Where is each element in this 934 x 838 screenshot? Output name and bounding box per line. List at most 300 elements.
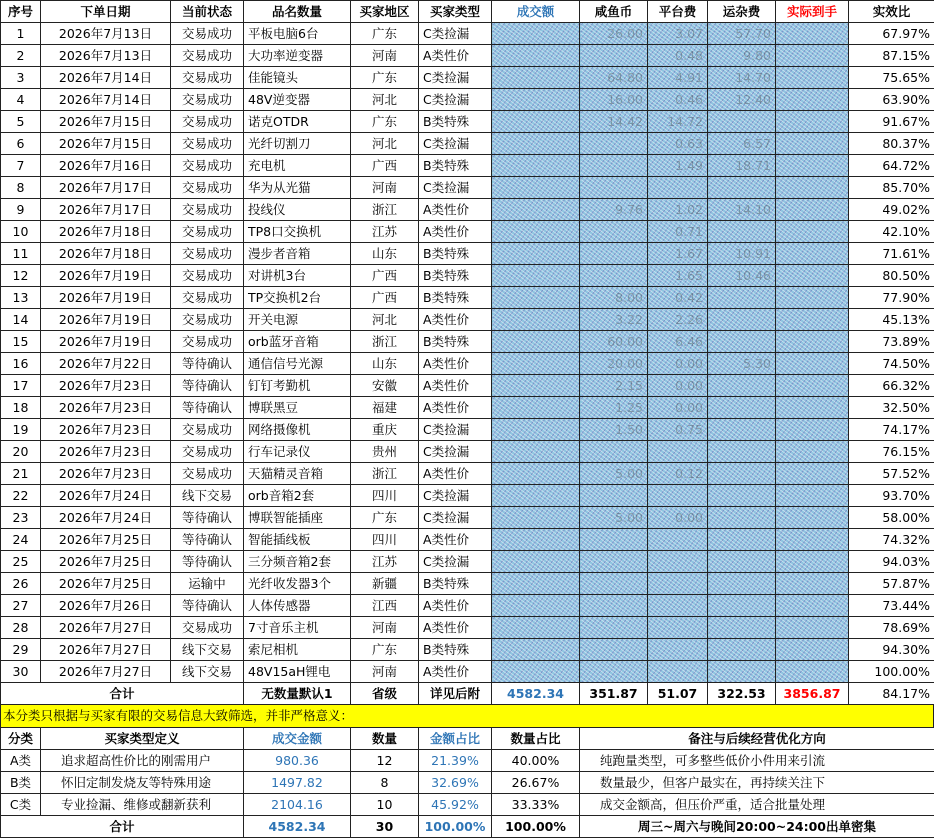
cell-region: 四川 bbox=[351, 485, 419, 507]
total-item-note: 无数量默认1 bbox=[244, 683, 351, 705]
cell-net bbox=[776, 639, 849, 661]
cell-date: 2026年7月17日 bbox=[41, 199, 171, 221]
cell-ship bbox=[708, 573, 776, 595]
cell-ratio: 64.72% bbox=[849, 155, 934, 177]
cell-date: 2026年7月19日 bbox=[41, 331, 171, 353]
cell-coin bbox=[580, 441, 648, 463]
cell-item: 佳能镜头 bbox=[244, 67, 351, 89]
cell-n: 10 bbox=[1, 221, 41, 243]
cell-item: 索尼相机 bbox=[244, 639, 351, 661]
summary-cell-def: 追求超高性价比的刚需用户 bbox=[41, 750, 244, 772]
col-header-ratio: 实效比 bbox=[849, 1, 934, 23]
cell-n: 26 bbox=[1, 573, 41, 595]
cell-amt bbox=[492, 551, 580, 573]
cell-ratio: 93.70% bbox=[849, 485, 934, 507]
cell-coin bbox=[580, 617, 648, 639]
cell-net bbox=[776, 89, 849, 111]
table-row bbox=[1, 463, 934, 485]
summary-cell-cls: C类 bbox=[1, 794, 41, 816]
col-header-fee: 平台费 bbox=[648, 1, 708, 23]
cell-ship: 10.46 bbox=[708, 265, 776, 287]
cell-status: 交易成功 bbox=[171, 111, 244, 133]
cell-ship bbox=[708, 287, 776, 309]
cell-coin bbox=[580, 45, 648, 67]
cell-amt bbox=[492, 507, 580, 529]
cell-fee bbox=[648, 177, 708, 199]
cell-region: 广东 bbox=[351, 23, 419, 45]
cell-status: 交易成功 bbox=[171, 177, 244, 199]
cell-ratio: 58.00% bbox=[849, 507, 934, 529]
cell-amt bbox=[492, 331, 580, 353]
cell-ratio: 57.87% bbox=[849, 573, 934, 595]
table-row bbox=[1, 155, 934, 177]
total-label: 合计 bbox=[1, 683, 244, 705]
cell-ratio: 78.69% bbox=[849, 617, 934, 639]
cell-amt bbox=[492, 309, 580, 331]
table-row bbox=[1, 177, 934, 199]
cell-n: 14 bbox=[1, 309, 41, 331]
col-header-status: 当前状态 bbox=[171, 1, 244, 23]
cell-n: 27 bbox=[1, 595, 41, 617]
cell-net bbox=[776, 573, 849, 595]
summary-total-label: 合计 bbox=[1, 816, 244, 838]
cell-amt bbox=[492, 441, 580, 463]
cell-date: 2026年7月15日 bbox=[41, 133, 171, 155]
cell-status: 交易成功 bbox=[171, 463, 244, 485]
cell-item: 48V逆变器 bbox=[244, 89, 351, 111]
cell-type: B类特殊 bbox=[419, 639, 492, 661]
cell-item: 通信信号光源 bbox=[244, 353, 351, 375]
cell-region: 四川 bbox=[351, 529, 419, 551]
summary-cell-amt: 1497.82 bbox=[244, 772, 351, 794]
cell-ship bbox=[708, 397, 776, 419]
col-header-type: 买家类型 bbox=[419, 1, 492, 23]
table-row bbox=[1, 199, 934, 221]
cell-status: 交易成功 bbox=[171, 133, 244, 155]
cell-status: 交易成功 bbox=[171, 199, 244, 221]
table-row bbox=[1, 111, 934, 133]
cell-net bbox=[776, 265, 849, 287]
cell-net bbox=[776, 67, 849, 89]
cell-coin: 60.00 bbox=[580, 331, 648, 353]
cell-status: 交易成功 bbox=[171, 23, 244, 45]
cell-region: 广东 bbox=[351, 67, 419, 89]
table-row bbox=[1, 265, 934, 287]
col-header-amount: 成交额 bbox=[492, 1, 580, 23]
cell-coin bbox=[580, 573, 648, 595]
cell-fee bbox=[648, 595, 708, 617]
cell-coin: 1.25 bbox=[580, 397, 648, 419]
cell-n: 11 bbox=[1, 243, 41, 265]
cell-ship bbox=[708, 331, 776, 353]
table-row bbox=[1, 331, 934, 353]
table-row bbox=[1, 507, 934, 529]
cell-net bbox=[776, 353, 849, 375]
cell-fee: 6.46 bbox=[648, 331, 708, 353]
cell-ship: 57.70 bbox=[708, 23, 776, 45]
summary-total-qty-pct: 100.00% bbox=[492, 816, 580, 838]
cell-amt bbox=[492, 375, 580, 397]
summary-body bbox=[1, 750, 934, 816]
cell-fee bbox=[648, 529, 708, 551]
summary-total-amount-pct: 100.00% bbox=[419, 816, 492, 838]
cell-ratio: 94.03% bbox=[849, 551, 934, 573]
cell-coin: 16.00 bbox=[580, 89, 648, 111]
cell-region: 广东 bbox=[351, 111, 419, 133]
cell-item: 7寸音乐主机 bbox=[244, 617, 351, 639]
cell-region: 河北 bbox=[351, 89, 419, 111]
cell-ship: 6.57 bbox=[708, 133, 776, 155]
cell-amt bbox=[492, 397, 580, 419]
cell-type: B类特殊 bbox=[419, 111, 492, 133]
cell-ratio: 74.32% bbox=[849, 529, 934, 551]
cell-amt bbox=[492, 199, 580, 221]
cell-fee bbox=[648, 617, 708, 639]
cell-fee bbox=[648, 485, 708, 507]
cell-coin: 5.00 bbox=[580, 507, 648, 529]
cell-fee: 1.49 bbox=[648, 155, 708, 177]
summary-cell-amt: 980.36 bbox=[244, 750, 351, 772]
table-row bbox=[1, 397, 934, 419]
col-header-region: 买家地区 bbox=[351, 1, 419, 23]
cell-ship bbox=[708, 111, 776, 133]
cell-net bbox=[776, 221, 849, 243]
summary-cell-amtpct: 45.92% bbox=[419, 794, 492, 816]
cell-type: B类特殊 bbox=[419, 265, 492, 287]
cell-date: 2026年7月19日 bbox=[41, 287, 171, 309]
cell-status: 线下交易 bbox=[171, 485, 244, 507]
cell-ratio: 73.44% bbox=[849, 595, 934, 617]
cell-item: TP交换机2台 bbox=[244, 287, 351, 309]
cell-ship: 9.80 bbox=[708, 45, 776, 67]
table-row bbox=[1, 595, 934, 617]
cell-net bbox=[776, 133, 849, 155]
table-row bbox=[1, 353, 934, 375]
cell-net bbox=[776, 529, 849, 551]
table-row bbox=[1, 485, 934, 507]
cell-date: 2026年7月24日 bbox=[41, 485, 171, 507]
cell-region: 河南 bbox=[351, 177, 419, 199]
cell-ratio: 63.90% bbox=[849, 89, 934, 111]
cell-n: 2 bbox=[1, 45, 41, 67]
cell-type: A类性价 bbox=[419, 199, 492, 221]
cell-ratio: 74.17% bbox=[849, 419, 934, 441]
summary-total-remark: 周三~周六与晚间20:00~24:00出单密集 bbox=[580, 816, 934, 838]
total-shipping: 322.53 bbox=[708, 683, 776, 705]
cell-region: 贵州 bbox=[351, 441, 419, 463]
cell-n: 25 bbox=[1, 551, 41, 573]
cell-date: 2026年7月27日 bbox=[41, 617, 171, 639]
cell-item: 博联智能插座 bbox=[244, 507, 351, 529]
cell-ship: 14.70 bbox=[708, 67, 776, 89]
cell-date: 2026年7月26日 bbox=[41, 595, 171, 617]
cell-ship bbox=[708, 661, 776, 683]
cell-fee bbox=[648, 441, 708, 463]
cell-fee bbox=[648, 551, 708, 573]
cell-status: 交易成功 bbox=[171, 617, 244, 639]
cell-type: A类性价 bbox=[419, 353, 492, 375]
summary-cell-cls: B类 bbox=[1, 772, 41, 794]
cell-net bbox=[776, 111, 849, 133]
col-header-index: 序号 bbox=[1, 1, 41, 23]
cell-n: 29 bbox=[1, 639, 41, 661]
cell-n: 3 bbox=[1, 67, 41, 89]
table-row bbox=[1, 551, 934, 573]
cell-status: 交易成功 bbox=[171, 221, 244, 243]
cell-status: 等待确认 bbox=[171, 353, 244, 375]
cell-type: C类捡漏 bbox=[419, 133, 492, 155]
cell-coin: 1.50 bbox=[580, 419, 648, 441]
cell-fee bbox=[648, 661, 708, 683]
col-header-net: 实际到手 bbox=[776, 1, 849, 23]
cell-fee: 0.00 bbox=[648, 397, 708, 419]
cell-coin: 9.76 bbox=[580, 199, 648, 221]
cell-amt bbox=[492, 221, 580, 243]
cell-ratio: 49.02% bbox=[849, 199, 934, 221]
cell-item: 诺克OTDR bbox=[244, 111, 351, 133]
cell-status: 交易成功 bbox=[171, 67, 244, 89]
cell-item: 开关电源 bbox=[244, 309, 351, 331]
cell-n: 23 bbox=[1, 507, 41, 529]
cell-coin: 14.42 bbox=[580, 111, 648, 133]
cell-date: 2026年7月14日 bbox=[41, 67, 171, 89]
cell-fee: 0.46 bbox=[648, 89, 708, 111]
cell-fee: 1.65 bbox=[648, 265, 708, 287]
cell-fee: 0.00 bbox=[648, 375, 708, 397]
cell-item: 大功率逆变器 bbox=[244, 45, 351, 67]
cell-net bbox=[776, 617, 849, 639]
cell-ratio: 32.50% bbox=[849, 397, 934, 419]
cell-amt bbox=[492, 617, 580, 639]
cell-item: 行车记录仪 bbox=[244, 441, 351, 463]
summary-col-class: 分类 bbox=[1, 728, 41, 750]
summary-total-row bbox=[1, 816, 934, 838]
cell-status: 交易成功 bbox=[171, 331, 244, 353]
cell-amt bbox=[492, 111, 580, 133]
cell-ratio: 85.70% bbox=[849, 177, 934, 199]
cell-net bbox=[776, 463, 849, 485]
cell-ship bbox=[708, 463, 776, 485]
cell-date: 2026年7月24日 bbox=[41, 507, 171, 529]
cell-fee: 0.48 bbox=[648, 45, 708, 67]
cell-amt bbox=[492, 67, 580, 89]
cell-ratio: 71.61% bbox=[849, 243, 934, 265]
cell-n: 12 bbox=[1, 265, 41, 287]
cell-net bbox=[776, 199, 849, 221]
cell-fee: 1.67 bbox=[648, 243, 708, 265]
cell-ship bbox=[708, 639, 776, 661]
cell-coin bbox=[580, 639, 648, 661]
cell-ship bbox=[708, 529, 776, 551]
total-fee: 51.07 bbox=[648, 683, 708, 705]
cell-net bbox=[776, 595, 849, 617]
cell-region: 浙江 bbox=[351, 331, 419, 353]
cell-n: 18 bbox=[1, 397, 41, 419]
cell-ship bbox=[708, 507, 776, 529]
cell-coin: 20.00 bbox=[580, 353, 648, 375]
summary-total-amount: 4582.34 bbox=[244, 816, 351, 838]
cell-date: 2026年7月23日 bbox=[41, 441, 171, 463]
cell-ratio: 80.37% bbox=[849, 133, 934, 155]
cell-n: 4 bbox=[1, 89, 41, 111]
cell-region: 新疆 bbox=[351, 573, 419, 595]
cell-type: C类捡漏 bbox=[419, 551, 492, 573]
cell-status: 等待确认 bbox=[171, 397, 244, 419]
cell-coin: 64.80 bbox=[580, 67, 648, 89]
cell-n: 13 bbox=[1, 287, 41, 309]
cell-date: 2026年7月25日 bbox=[41, 573, 171, 595]
cell-fee: 0.12 bbox=[648, 463, 708, 485]
cell-n: 19 bbox=[1, 419, 41, 441]
cell-ratio: 76.15% bbox=[849, 441, 934, 463]
cell-n: 21 bbox=[1, 463, 41, 485]
cell-ship: 12.40 bbox=[708, 89, 776, 111]
cell-region: 山东 bbox=[351, 353, 419, 375]
cell-date: 2026年7月19日 bbox=[41, 309, 171, 331]
cell-coin bbox=[580, 551, 648, 573]
summary-cell-cls: A类 bbox=[1, 750, 41, 772]
summary-row bbox=[1, 750, 934, 772]
cell-net bbox=[776, 45, 849, 67]
cell-coin bbox=[580, 133, 648, 155]
cell-date: 2026年7月18日 bbox=[41, 243, 171, 265]
cell-date: 2026年7月23日 bbox=[41, 375, 171, 397]
cell-item: 光纤切割刀 bbox=[244, 133, 351, 155]
cell-type: B类特殊 bbox=[419, 573, 492, 595]
summary-cell-qtypct: 33.33% bbox=[492, 794, 580, 816]
cell-amt bbox=[492, 45, 580, 67]
cell-status: 线下交易 bbox=[171, 661, 244, 683]
table-row bbox=[1, 375, 934, 397]
cell-item: 钉钉考勤机 bbox=[244, 375, 351, 397]
cell-region: 河北 bbox=[351, 309, 419, 331]
summary-cell-def: 怀旧定制发烧友等特殊用途 bbox=[41, 772, 244, 794]
cell-net bbox=[776, 287, 849, 309]
cell-amt bbox=[492, 595, 580, 617]
cell-coin bbox=[580, 661, 648, 683]
cell-fee: 1.02 bbox=[648, 199, 708, 221]
total-amount: 4582.34 bbox=[492, 683, 580, 705]
cell-amt bbox=[492, 89, 580, 111]
cell-coin: 3.22 bbox=[580, 309, 648, 331]
total-region-note: 省级 bbox=[351, 683, 419, 705]
cell-item: 华为从光猫 bbox=[244, 177, 351, 199]
cell-ship: 5.30 bbox=[708, 353, 776, 375]
cell-region: 广西 bbox=[351, 265, 419, 287]
cell-status: 交易成功 bbox=[171, 309, 244, 331]
cell-ship bbox=[708, 375, 776, 397]
cell-type: C类捡漏 bbox=[419, 485, 492, 507]
cell-region: 浙江 bbox=[351, 199, 419, 221]
cell-n: 5 bbox=[1, 111, 41, 133]
cell-region: 河南 bbox=[351, 617, 419, 639]
cell-status: 运输中 bbox=[171, 573, 244, 595]
cell-fee: 2.26 bbox=[648, 309, 708, 331]
cell-type: A类性价 bbox=[419, 309, 492, 331]
summary-cell-qtypct: 26.67% bbox=[492, 772, 580, 794]
summary-total-qty: 30 bbox=[351, 816, 419, 838]
col-header-coin: 咸鱼币 bbox=[580, 1, 648, 23]
summary-cell-def: 专业捡漏、维修或翻新获利 bbox=[41, 794, 244, 816]
cell-region: 河南 bbox=[351, 661, 419, 683]
cell-amt bbox=[492, 265, 580, 287]
cell-date: 2026年7月25日 bbox=[41, 529, 171, 551]
cell-amt bbox=[492, 529, 580, 551]
total-coin: 351.87 bbox=[580, 683, 648, 705]
cell-item: 网络摄像机 bbox=[244, 419, 351, 441]
cell-ship: 14.10 bbox=[708, 199, 776, 221]
cell-date: 2026年7月25日 bbox=[41, 551, 171, 573]
cell-region: 安徽 bbox=[351, 375, 419, 397]
cell-fee: 0.63 bbox=[648, 133, 708, 155]
cell-type: C类捡漏 bbox=[419, 441, 492, 463]
table-row bbox=[1, 67, 934, 89]
cell-item: orb音箱2套 bbox=[244, 485, 351, 507]
cell-coin bbox=[580, 177, 648, 199]
total-type-note: 详见后附 bbox=[419, 683, 492, 705]
cell-amt bbox=[492, 353, 580, 375]
cell-date: 2026年7月13日 bbox=[41, 45, 171, 67]
cell-region: 河北 bbox=[351, 133, 419, 155]
table-row bbox=[1, 419, 934, 441]
cell-region: 广西 bbox=[351, 155, 419, 177]
cell-coin: 26.00 bbox=[580, 23, 648, 45]
cell-ship bbox=[708, 595, 776, 617]
cell-coin bbox=[580, 221, 648, 243]
cell-coin bbox=[580, 243, 648, 265]
col-header-date: 下单日期 bbox=[41, 1, 171, 23]
cell-type: B类特殊 bbox=[419, 287, 492, 309]
summary-cell-qtypct: 40.00% bbox=[492, 750, 580, 772]
cell-status: 等待确认 bbox=[171, 507, 244, 529]
table-row bbox=[1, 243, 934, 265]
cell-region: 广东 bbox=[351, 639, 419, 661]
cell-coin: 2.15 bbox=[580, 375, 648, 397]
cell-coin bbox=[580, 529, 648, 551]
cell-n: 20 bbox=[1, 441, 41, 463]
table-row bbox=[1, 287, 934, 309]
cell-net bbox=[776, 243, 849, 265]
cell-fee bbox=[648, 573, 708, 595]
summary-cell-amt: 2104.16 bbox=[244, 794, 351, 816]
cell-status: 交易成功 bbox=[171, 243, 244, 265]
cell-fee: 4.91 bbox=[648, 67, 708, 89]
cell-region: 广西 bbox=[351, 287, 419, 309]
cell-ratio: 74.50% bbox=[849, 353, 934, 375]
cell-type: A类性价 bbox=[419, 45, 492, 67]
cell-amt bbox=[492, 639, 580, 661]
cell-type: C类捡漏 bbox=[419, 67, 492, 89]
cell-ratio: 67.97% bbox=[849, 23, 934, 45]
summary-cell-remark: 成交金额高，但压价严重，适合批量处理 bbox=[580, 794, 934, 816]
cell-ship bbox=[708, 221, 776, 243]
cell-date: 2026年7月18日 bbox=[41, 221, 171, 243]
cell-item: 充电机 bbox=[244, 155, 351, 177]
cell-date: 2026年7月27日 bbox=[41, 661, 171, 683]
cell-item: 智能插线板 bbox=[244, 529, 351, 551]
total-ratio: 84.17% bbox=[849, 683, 934, 705]
cell-net bbox=[776, 397, 849, 419]
cell-ratio: 45.13% bbox=[849, 309, 934, 331]
cell-net bbox=[776, 375, 849, 397]
summary-header bbox=[1, 728, 934, 750]
cell-date: 2026年7月16日 bbox=[41, 155, 171, 177]
cell-n: 30 bbox=[1, 661, 41, 683]
cell-ship bbox=[708, 419, 776, 441]
cell-net bbox=[776, 309, 849, 331]
cell-net bbox=[776, 441, 849, 463]
summary-row bbox=[1, 794, 934, 816]
